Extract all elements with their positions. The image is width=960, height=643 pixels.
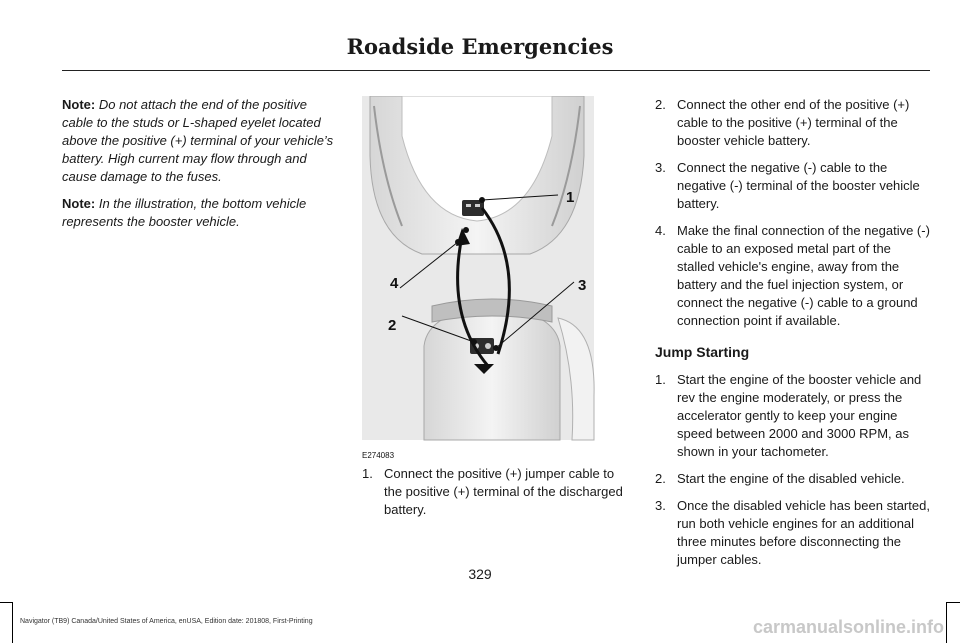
callout-4: 4: [390, 275, 399, 292]
step-text: Start the engine of the booster vehicle and rev the engine moderately, or press the accelerator gently to keep your engine speed between 2000 and 3000 RPM, as shown in your tachometer.: [677, 372, 922, 459]
jump-start-diagram: [362, 96, 632, 462]
callout-2: 2: [388, 317, 397, 334]
list-item: [655, 371, 931, 461]
step-number: 2.: [655, 97, 666, 112]
list-item: [655, 497, 931, 569]
list-item: [655, 470, 931, 488]
jump-start-illustration: [362, 96, 632, 462]
notes-column: [62, 96, 340, 240]
stalled-battery-terminal: [475, 204, 480, 207]
note-label: Note:: [62, 196, 96, 211]
note-illustration: [62, 195, 340, 231]
list-item: [362, 465, 634, 519]
step-number: 2.: [655, 471, 666, 486]
step-number: 3.: [655, 160, 666, 175]
crop-mark: [0, 602, 12, 603]
booster-vehicle: [424, 306, 560, 440]
crop-mark: [946, 602, 947, 643]
step-text: Connect the negative (-) cable to the negative (-) terminal of the booster vehicle battery.: [677, 160, 920, 211]
callout-1: 1: [566, 189, 575, 206]
step-text: Start the engine of the disabled vehicle.: [677, 471, 905, 486]
figure-code: E274083: [362, 451, 395, 460]
connection-steps: [655, 96, 931, 330]
page-number: 329: [468, 566, 492, 582]
step-text: Once the disabled vehicle has been started, run both vehicle engines for an additional three minutes before disconnecting the jumper cables.: [677, 498, 930, 567]
crop-mark: [12, 602, 13, 643]
booster-battery-terminal: [485, 343, 491, 349]
list-item: [655, 96, 931, 150]
step-text: Connect the positive (+) jumper cable to the positive (+) terminal of the discharged battery.: [384, 466, 623, 517]
stalled-battery-terminal: [466, 204, 471, 207]
instructions-column: [655, 96, 931, 578]
connection-point: [463, 227, 469, 233]
step-text: Make the final connection of the negative (-) cable to an exposed metal part of the stalled vehicle's engine, away from the battery and the fuel injection system, or connect the negative (-) cable to a ground connection point if available.: [677, 223, 930, 328]
jump-starting-steps: [655, 371, 931, 569]
connection-step-list-start: [362, 465, 634, 528]
step-text: Connect the other end of the positive (+) cable to the positive (+) terminal of the booster vehicle battery.: [677, 97, 910, 148]
step-number: 1.: [362, 466, 373, 481]
step-number: 4.: [655, 223, 666, 238]
step-number: 1.: [655, 372, 666, 387]
page-title: Roadside Emergencies: [346, 34, 614, 59]
header-rule: [62, 70, 930, 71]
crop-mark: [946, 602, 960, 603]
callout-3: 3: [578, 277, 587, 294]
note-label: Note:: [62, 97, 96, 112]
list-item: [655, 159, 931, 213]
step-number: 3.: [655, 498, 666, 513]
list-item: [655, 222, 931, 330]
note-cable-warning: [62, 96, 340, 186]
note-text: In the illustration, the bottom vehicle represents the booster vehicle.: [62, 196, 307, 229]
note-text: Do not attach the end of the positive cable to the studs or L-shaped eyelet located above the positive (+) terminal of your vehicle’s battery. High current may flow through and cause damage to the fuses.: [62, 97, 334, 184]
section-heading: Jump Starting: [655, 344, 750, 360]
watermark: carmanualsonline.info: [752, 617, 944, 637]
edition-footer: Navigator (TB9) Canada/United States of America, enUSA, Edition date: 201808, First-Printing: [20, 618, 313, 625]
